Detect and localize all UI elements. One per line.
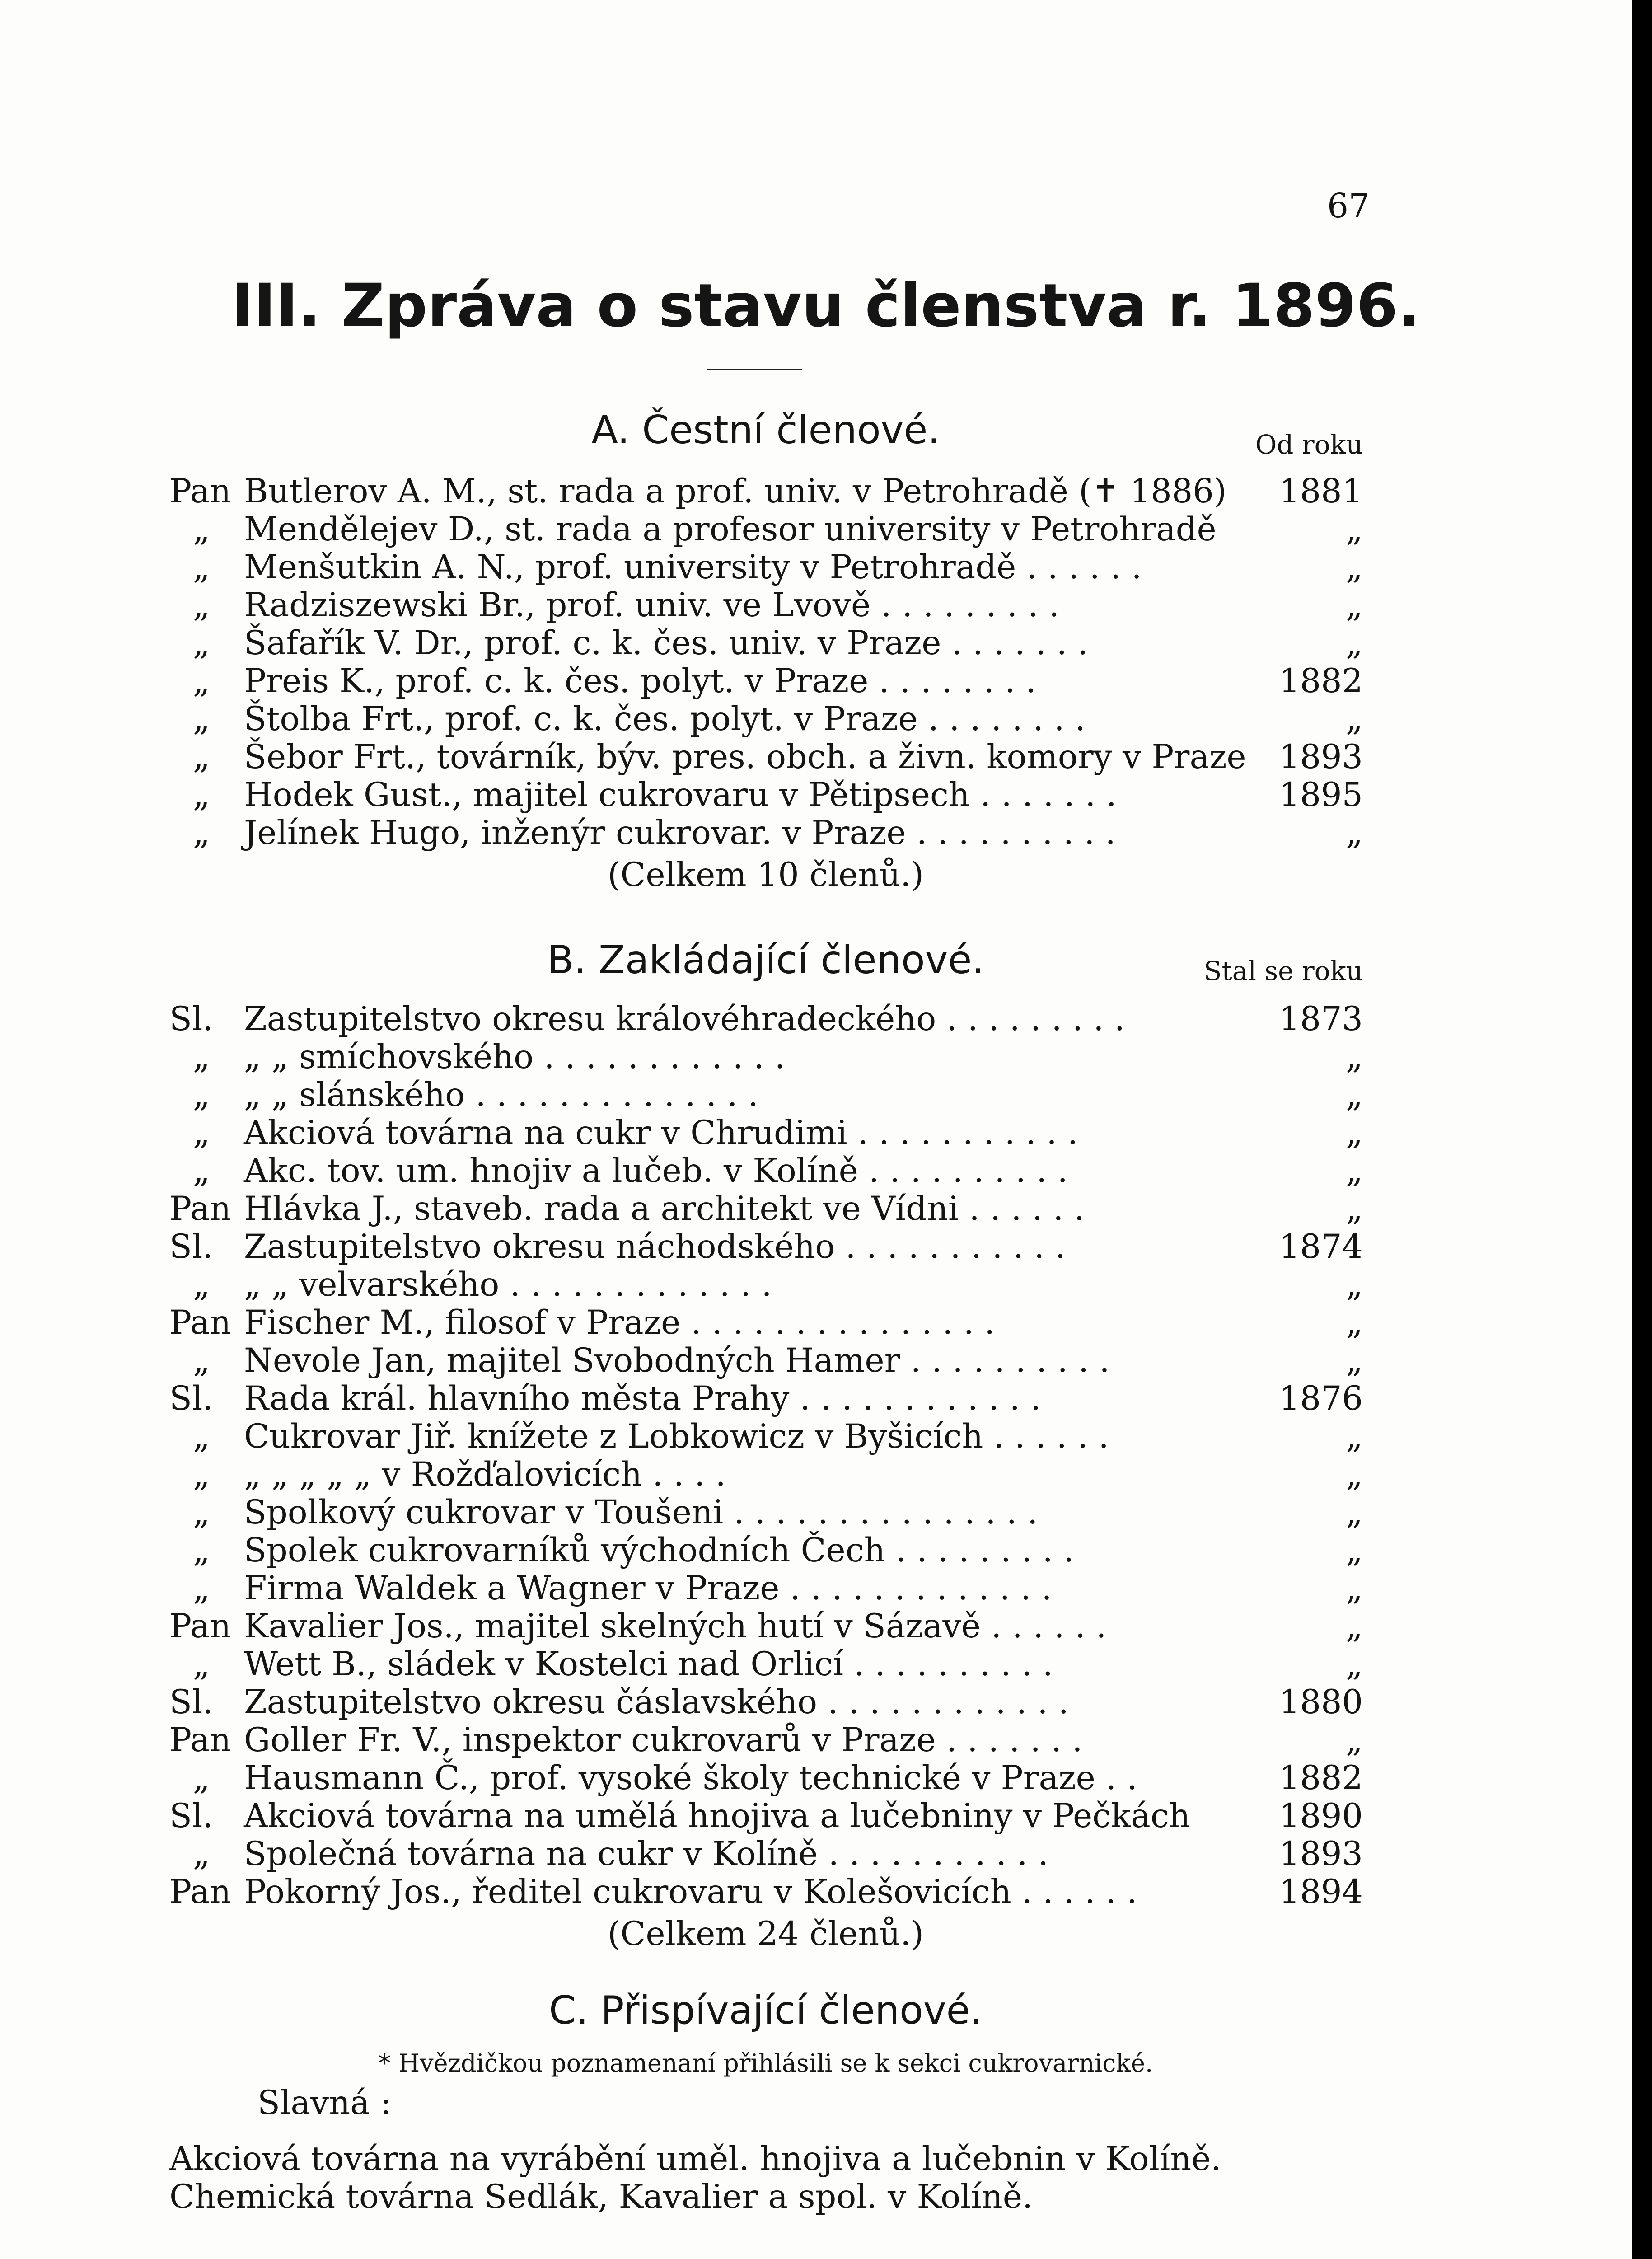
row-year: „ bbox=[1346, 1303, 1363, 1342]
row-prefix: „ bbox=[193, 1114, 210, 1152]
row-name: Pokorný Jos., ředitel cukrovaru v Kolešovicích . . . . . . bbox=[244, 1873, 1137, 1911]
row-name: Kavalier Jos., majitel skelných hutí v Sázavě . . . . . . bbox=[244, 1607, 1107, 1645]
row-prefix: Sl. bbox=[169, 1379, 213, 1418]
row-year: 1882 bbox=[1279, 662, 1363, 700]
row-prefix: „ bbox=[193, 1341, 210, 1380]
row-prefix: „ bbox=[193, 738, 210, 776]
section-c-note: * Hvězdičkou poznamenaní přihlásili se k sekci cukrovarnické. bbox=[378, 2049, 1153, 2077]
row-year: 1881 bbox=[1279, 472, 1363, 511]
row-year: „ bbox=[1346, 1645, 1363, 1683]
row-year: 1876 bbox=[1279, 1379, 1363, 1418]
row-prefix: „ bbox=[193, 814, 210, 852]
row-year: „ bbox=[1346, 1531, 1363, 1570]
row-year: „ bbox=[1346, 1455, 1363, 1494]
list-item bbox=[169, 1494, 1363, 1532]
row-name: Firma Waldek a Wagner v Praze . . . . . . . . . . . . . bbox=[244, 1569, 1052, 1608]
row-name: Wett B., sládek v Kostelci nad Orlicí . . . . . . . . . . bbox=[244, 1645, 1053, 1683]
row-prefix: „ bbox=[193, 700, 210, 738]
row-name: Hlávka J., staveb. rada a architekt ve Vídni . . . . . . bbox=[244, 1190, 1085, 1228]
row-name: Butlerov A. M., st. rada a prof. univ. v Petrohradě (✝ 1886) bbox=[244, 472, 1227, 511]
row-name: Štolba Frt., prof. c. k. čes. polyt. v Praze . . . . . . . . bbox=[244, 700, 1086, 738]
list-item bbox=[169, 1304, 1363, 1342]
row-prefix: „ bbox=[193, 586, 210, 624]
row-year: „ bbox=[1346, 624, 1363, 662]
list-item bbox=[169, 1380, 1363, 1418]
row-name: Zastupitelstvo okresu královéhradeckého . . . . . . . . . bbox=[244, 1000, 1125, 1038]
row-prefix: „ bbox=[193, 1759, 210, 1797]
section-a-heading: A. Čestní členové. bbox=[591, 408, 940, 453]
row-prefix: Pan bbox=[169, 472, 231, 511]
row-prefix: „ bbox=[193, 510, 210, 548]
member-line: Akciová továrna na vyrábění uměl. hnojiva a lučebnin v Kolíně. bbox=[169, 2140, 1221, 2178]
row-name: Šebor Frt., továrník, býv. pres. obch. a živn. komory v Praze bbox=[244, 738, 1246, 776]
row-name: „ „ velvarského . . . . . . . . . . . . . bbox=[244, 1265, 772, 1304]
row-prefix: „ bbox=[193, 1493, 210, 1532]
row-prefix: „ bbox=[193, 662, 210, 700]
row-year: 1893 bbox=[1279, 1835, 1363, 1873]
row-name: Hodek Gust., majitel cukrovaru v Pětipsech . . . . . . . bbox=[244, 776, 1117, 814]
list-item bbox=[169, 1456, 1363, 1494]
row-year: „ bbox=[1346, 548, 1363, 586]
member-line: Chemická továrna Sedlák, Kavalier a spol. v Kolíně. bbox=[169, 2178, 1033, 2216]
row-year: 1895 bbox=[1279, 776, 1363, 814]
row-name: Hausmann Č., prof. vysoké školy technické v Praze . . bbox=[244, 1759, 1137, 1797]
row-year: 1873 bbox=[1279, 1000, 1363, 1038]
row-name: Preis K., prof. c. k. čes. polyt. v Praze . . . . . . . . bbox=[244, 662, 1036, 700]
row-prefix: „ bbox=[193, 1265, 210, 1304]
row-prefix: „ bbox=[193, 1038, 210, 1076]
row-year: „ bbox=[1346, 1569, 1363, 1608]
section-b-total: (Celkem 24 členů.) bbox=[608, 1915, 924, 1953]
list-item bbox=[169, 1000, 1363, 1038]
row-year: 1874 bbox=[1279, 1228, 1363, 1266]
section-c-heading: C. Přispívající členové. bbox=[549, 1988, 983, 2033]
row-year: 1882 bbox=[1279, 1759, 1363, 1797]
list-item bbox=[169, 1114, 1363, 1152]
row-year: „ bbox=[1346, 1190, 1363, 1228]
row-name: Spolkový cukrovar v Toušeni . . . . . . . . . . . . . . . bbox=[244, 1493, 1038, 1532]
row-prefix: „ bbox=[193, 1455, 210, 1494]
row-prefix: Pan bbox=[169, 1303, 231, 1342]
list-item bbox=[169, 1190, 1363, 1228]
salutation: Slavná : bbox=[257, 2084, 392, 2122]
row-year: 1890 bbox=[1279, 1797, 1363, 1835]
row-year: „ bbox=[1346, 1417, 1363, 1456]
list-item bbox=[169, 738, 1363, 776]
list-item bbox=[169, 1418, 1363, 1456]
list-item bbox=[169, 1759, 1363, 1797]
list-item bbox=[169, 1342, 1363, 1380]
row-year: „ bbox=[1346, 1265, 1363, 1304]
row-name: Akc. tov. um. hnojiv a lučeb. v Kolíně . . . . . . . . . . bbox=[244, 1152, 1068, 1190]
list-item bbox=[169, 1608, 1363, 1645]
row-year: „ bbox=[1346, 1607, 1363, 1645]
list-item bbox=[169, 700, 1363, 738]
row-name: Spolek cukrovarníků východních Čech . . . . . . . . . bbox=[244, 1531, 1074, 1570]
row-year: „ bbox=[1346, 1114, 1363, 1152]
list-item bbox=[169, 662, 1363, 700]
list-item bbox=[169, 1152, 1363, 1190]
row-year: „ bbox=[1346, 1076, 1363, 1114]
row-prefix: „ bbox=[193, 1645, 210, 1683]
row-prefix: Pan bbox=[169, 1873, 231, 1911]
list-item bbox=[169, 1228, 1363, 1266]
list-item bbox=[169, 1835, 1363, 1873]
list-item bbox=[169, 1721, 1363, 1759]
row-name: Jelínek Hugo, inženýr cukrovar. v Praze . . . . . . . . . . bbox=[244, 814, 1116, 852]
section-a-total: (Celkem 10 členů.) bbox=[608, 856, 924, 894]
list-item bbox=[169, 473, 1363, 511]
row-prefix: „ bbox=[193, 1835, 210, 1873]
row-prefix: Pan bbox=[169, 1190, 231, 1228]
section-b-column-label: Stal se roku bbox=[1203, 956, 1363, 986]
list-item bbox=[169, 624, 1363, 662]
row-prefix: „ bbox=[193, 1569, 210, 1608]
row-prefix: Pan bbox=[169, 1607, 231, 1645]
page-title: III. Zpráva o stavu členstva r. 1896. bbox=[231, 271, 1421, 341]
list-item bbox=[169, 814, 1363, 852]
list-item bbox=[169, 1570, 1363, 1608]
row-year: „ bbox=[1346, 814, 1363, 852]
section-a-column-label: Od roku bbox=[1255, 429, 1363, 460]
list-item bbox=[169, 1532, 1363, 1570]
list-item bbox=[169, 1873, 1363, 1911]
list-item bbox=[169, 1797, 1363, 1835]
row-name: Cukrovar Jiř. knížete z Lobkowicz v Byšicích . . . . . . bbox=[244, 1417, 1109, 1456]
row-prefix: Sl. bbox=[169, 1797, 213, 1835]
row-prefix: „ bbox=[193, 1417, 210, 1456]
row-year: 1894 bbox=[1279, 1873, 1363, 1911]
row-name: „ „ „ „ „ v Rožďalovicích . . . . bbox=[244, 1455, 726, 1494]
row-name: Zastupitelstvo okresu náchodského . . . . . . . . . . . bbox=[244, 1228, 1066, 1266]
row-year: „ bbox=[1346, 1152, 1363, 1190]
row-year: 1880 bbox=[1279, 1683, 1363, 1721]
list-item bbox=[169, 586, 1363, 624]
row-name: Nevole Jan, majitel Svobodných Hamer . . . . . . . . . . bbox=[244, 1341, 1110, 1380]
list-item bbox=[169, 1266, 1363, 1304]
row-prefix: „ bbox=[193, 1531, 210, 1570]
row-name: Mendělejev D., st. rada a profesor university v Petrohradě bbox=[244, 510, 1217, 548]
list-item bbox=[169, 511, 1363, 548]
row-prefix: „ bbox=[193, 624, 210, 662]
row-name: Šafařík V. Dr., prof. c. k. čes. univ. v Praze . . . . . . . bbox=[244, 624, 1088, 662]
list-item bbox=[169, 1038, 1363, 1076]
row-name: Menšutkin A. N., prof. university v Petrohradě . . . . . . bbox=[244, 548, 1142, 586]
row-name: Akciová továrna na cukr v Chrudimi . . . . . . . . . . . bbox=[244, 1114, 1078, 1152]
row-name: Rada král. hlavního města Prahy . . . . . . . . . . . . bbox=[244, 1379, 1041, 1418]
row-name: Společná továrna na cukr v Kolíně . . . . . . . . . . . bbox=[244, 1835, 1048, 1873]
row-name: Zastupitelstvo okresu čáslavského . . . . . . . . . . . . bbox=[244, 1683, 1069, 1721]
list-item bbox=[169, 1683, 1363, 1721]
row-year: „ bbox=[1346, 1341, 1363, 1380]
row-prefix: „ bbox=[193, 776, 210, 814]
row-year: „ bbox=[1346, 510, 1363, 548]
section-b-heading: B. Zakládající členové. bbox=[547, 937, 984, 983]
list-item bbox=[169, 1645, 1363, 1683]
list-item bbox=[169, 548, 1363, 586]
row-year: 1893 bbox=[1279, 738, 1363, 776]
row-name: „ „ slánského . . . . . . . . . . . . . . bbox=[244, 1076, 758, 1114]
row-name: Fischer M., filosof v Praze . . . . . . . . . . . . . . . bbox=[244, 1303, 995, 1342]
row-name: Akciová továrna na umělá hnojiva a lučebniny v Pečkách bbox=[244, 1797, 1190, 1835]
list-item bbox=[169, 1076, 1363, 1114]
title-divider bbox=[707, 369, 802, 370]
row-year: „ bbox=[1346, 1721, 1363, 1759]
row-year: „ bbox=[1346, 700, 1363, 738]
row-prefix: Sl. bbox=[169, 1000, 213, 1038]
page-number: 67 bbox=[1327, 187, 1370, 225]
list-item bbox=[169, 776, 1363, 814]
row-name: Radziszewski Br., prof. univ. ve Lvově . . . . . . . . . bbox=[244, 586, 1059, 624]
row-year: „ bbox=[1346, 586, 1363, 624]
row-year: „ bbox=[1346, 1493, 1363, 1532]
row-prefix: „ bbox=[193, 548, 210, 586]
row-prefix: „ bbox=[193, 1152, 210, 1190]
row-prefix: „ bbox=[193, 1076, 210, 1114]
row-year: „ bbox=[1346, 1038, 1363, 1076]
row-name: Goller Fr. V., inspektor cukrovarů v Praze . . . . . . . bbox=[244, 1721, 1083, 1759]
row-prefix: Pan bbox=[169, 1721, 231, 1759]
row-name: „ „ smíchovského . . . . . . . . . . . . bbox=[244, 1038, 785, 1076]
row-prefix: Sl. bbox=[169, 1228, 213, 1266]
row-prefix: Sl. bbox=[169, 1683, 213, 1721]
